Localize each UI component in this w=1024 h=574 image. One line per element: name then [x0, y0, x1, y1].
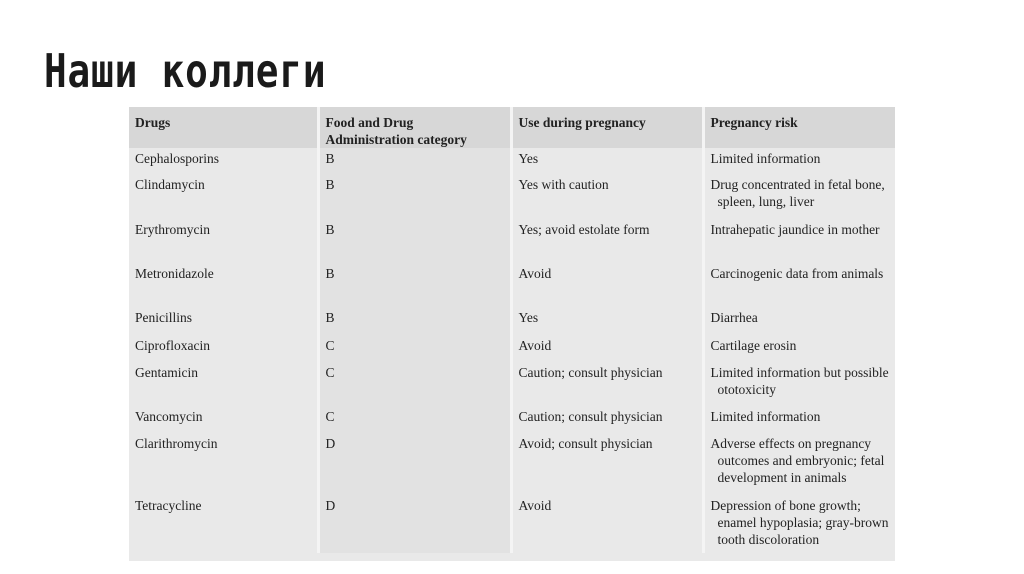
drug-cell-text: Ciprofloxacin [135, 338, 210, 353]
pregnancy-risk-cell-text: Cartilage erosin [710, 338, 797, 353]
slide-title: Наши коллеги [44, 44, 327, 98]
fda-category-cell-text: C [325, 409, 335, 424]
pregnancy-risk-cell [703, 219, 895, 263]
fda-category-cell [318, 307, 511, 335]
fda-category-cell [318, 362, 511, 406]
use-during-pregnancy-cell [511, 307, 703, 335]
pregnancy-risk-cell [703, 495, 895, 553]
drug-cell-text: Gentamicin [135, 365, 198, 380]
drug-pregnancy-table [129, 107, 895, 553]
pregnancy-risk-cell-text: Depression of bone growth; enamel hypoplasia; gray-brown tooth discoloration [710, 498, 889, 547]
table-row [129, 433, 895, 495]
drug-cell [129, 263, 318, 307]
drug-cell-text: Clarithromycin [135, 436, 218, 451]
drug-cell-text: Erythromycin [135, 222, 210, 237]
table-row [129, 263, 895, 307]
header-drugs: Drugs [129, 107, 318, 148]
header-fda-category: Food and Drug Administration category [318, 107, 511, 148]
fda-category-cell-text: B [325, 266, 335, 281]
use-during-pregnancy-cell [511, 174, 703, 219]
use-during-pregnancy-cell [511, 406, 703, 433]
table-row [129, 174, 895, 219]
pregnancy-risk-cell [703, 263, 895, 307]
fda-category-cell [318, 495, 511, 553]
pregnancy-risk-cell [703, 433, 895, 495]
header-pregnancy-risk: Pregnancy risk [703, 107, 895, 148]
drug-cell-text: Tetracycline [135, 498, 202, 513]
fda-category-cell [318, 433, 511, 495]
use-during-pregnancy-cell-text: Yes; avoid estolate form [518, 222, 650, 237]
use-during-pregnancy-cell-text: Avoid [518, 266, 552, 281]
use-during-pregnancy-cell [511, 495, 703, 553]
fda-category-cell [318, 148, 511, 174]
pregnancy-risk-cell [703, 335, 895, 362]
drug-cell-text: Metronidazole [135, 266, 214, 281]
fda-category-cell [318, 219, 511, 263]
fda-category-cell-text: D [325, 436, 336, 451]
table-row [129, 307, 895, 335]
pregnancy-risk-cell-text: Limited information but possible ototoxicity [710, 365, 889, 397]
pregnancy-risk-cell-text: Intrahepatic jaundice in mother [710, 222, 880, 237]
use-during-pregnancy-cell-text: Caution; consult physician [518, 365, 663, 380]
drug-cell-text: Vancomycin [135, 409, 203, 424]
drug-cell [129, 495, 318, 553]
fda-category-cell-text: C [325, 365, 335, 380]
use-during-pregnancy-cell [511, 219, 703, 263]
pregnancy-risk-cell-text: Limited information [710, 151, 821, 166]
drug-cell [129, 406, 318, 433]
table-body [129, 148, 895, 553]
use-during-pregnancy-cell-text: Caution; consult physician [518, 409, 663, 424]
drug-cell [129, 219, 318, 263]
drug-cell [129, 335, 318, 362]
table-row [129, 362, 895, 406]
pregnancy-risk-cell [703, 148, 895, 174]
fda-category-cell-text: B [325, 151, 335, 166]
fda-category-cell [318, 263, 511, 307]
drug-cell-text: Clindamycin [135, 177, 205, 192]
header-use-during-pregnancy: Use during pregnancy [511, 107, 703, 148]
use-during-pregnancy-cell-text: Yes with caution [518, 177, 609, 192]
pregnancy-risk-cell [703, 362, 895, 406]
pregnancy-risk-cell-text: Carcinogenic data from animals [710, 266, 884, 281]
table-header-row [129, 107, 895, 148]
pregnancy-risk-cell-text: Limited information [710, 409, 821, 424]
fda-category-cell [318, 406, 511, 433]
use-during-pregnancy-cell [511, 148, 703, 174]
use-during-pregnancy-cell [511, 263, 703, 307]
fda-category-cell-text: B [325, 177, 335, 192]
pregnancy-risk-cell-text: Adverse effects on pregnancy outcomes and embryonic; fetal development in animals [710, 436, 885, 485]
pregnancy-risk-cell [703, 406, 895, 433]
table-row [129, 219, 895, 263]
drug-cell [129, 174, 318, 219]
use-during-pregnancy-cell [511, 433, 703, 495]
table-row [129, 406, 895, 433]
use-during-pregnancy-cell [511, 335, 703, 362]
use-during-pregnancy-cell [511, 362, 703, 406]
fda-category-cell [318, 174, 511, 219]
table-row [129, 148, 895, 174]
drug-cell-text: Penicillins [135, 310, 192, 325]
pregnancy-risk-cell [703, 174, 895, 219]
fda-category-cell-text: B [325, 310, 335, 325]
drug-cell [129, 148, 318, 174]
use-during-pregnancy-cell-text: Avoid; consult physician [518, 436, 653, 451]
fda-category-cell-text: B [325, 222, 335, 237]
pregnancy-risk-cell [703, 307, 895, 335]
use-during-pregnancy-cell-text: Avoid [518, 338, 552, 353]
use-during-pregnancy-cell-text: Avoid [518, 498, 552, 513]
fda-category-cell-text: D [325, 498, 336, 513]
drug-cell [129, 362, 318, 406]
use-during-pregnancy-cell-text: Yes [518, 151, 539, 166]
drug-cell [129, 307, 318, 335]
fda-category-cell-text: C [325, 338, 335, 353]
drug-table-container [129, 107, 895, 561]
use-during-pregnancy-cell-text: Yes [518, 310, 539, 325]
drug-cell-text: Cephalosporins [135, 151, 219, 166]
pregnancy-risk-cell-text: Drug concentrated in fetal bone, spleen, lung, liver [710, 177, 885, 209]
table-row [129, 335, 895, 362]
drug-cell [129, 433, 318, 495]
pregnancy-risk-cell-text: Diarrhea [710, 310, 758, 325]
fda-category-cell [318, 335, 511, 362]
table-row [129, 495, 895, 553]
